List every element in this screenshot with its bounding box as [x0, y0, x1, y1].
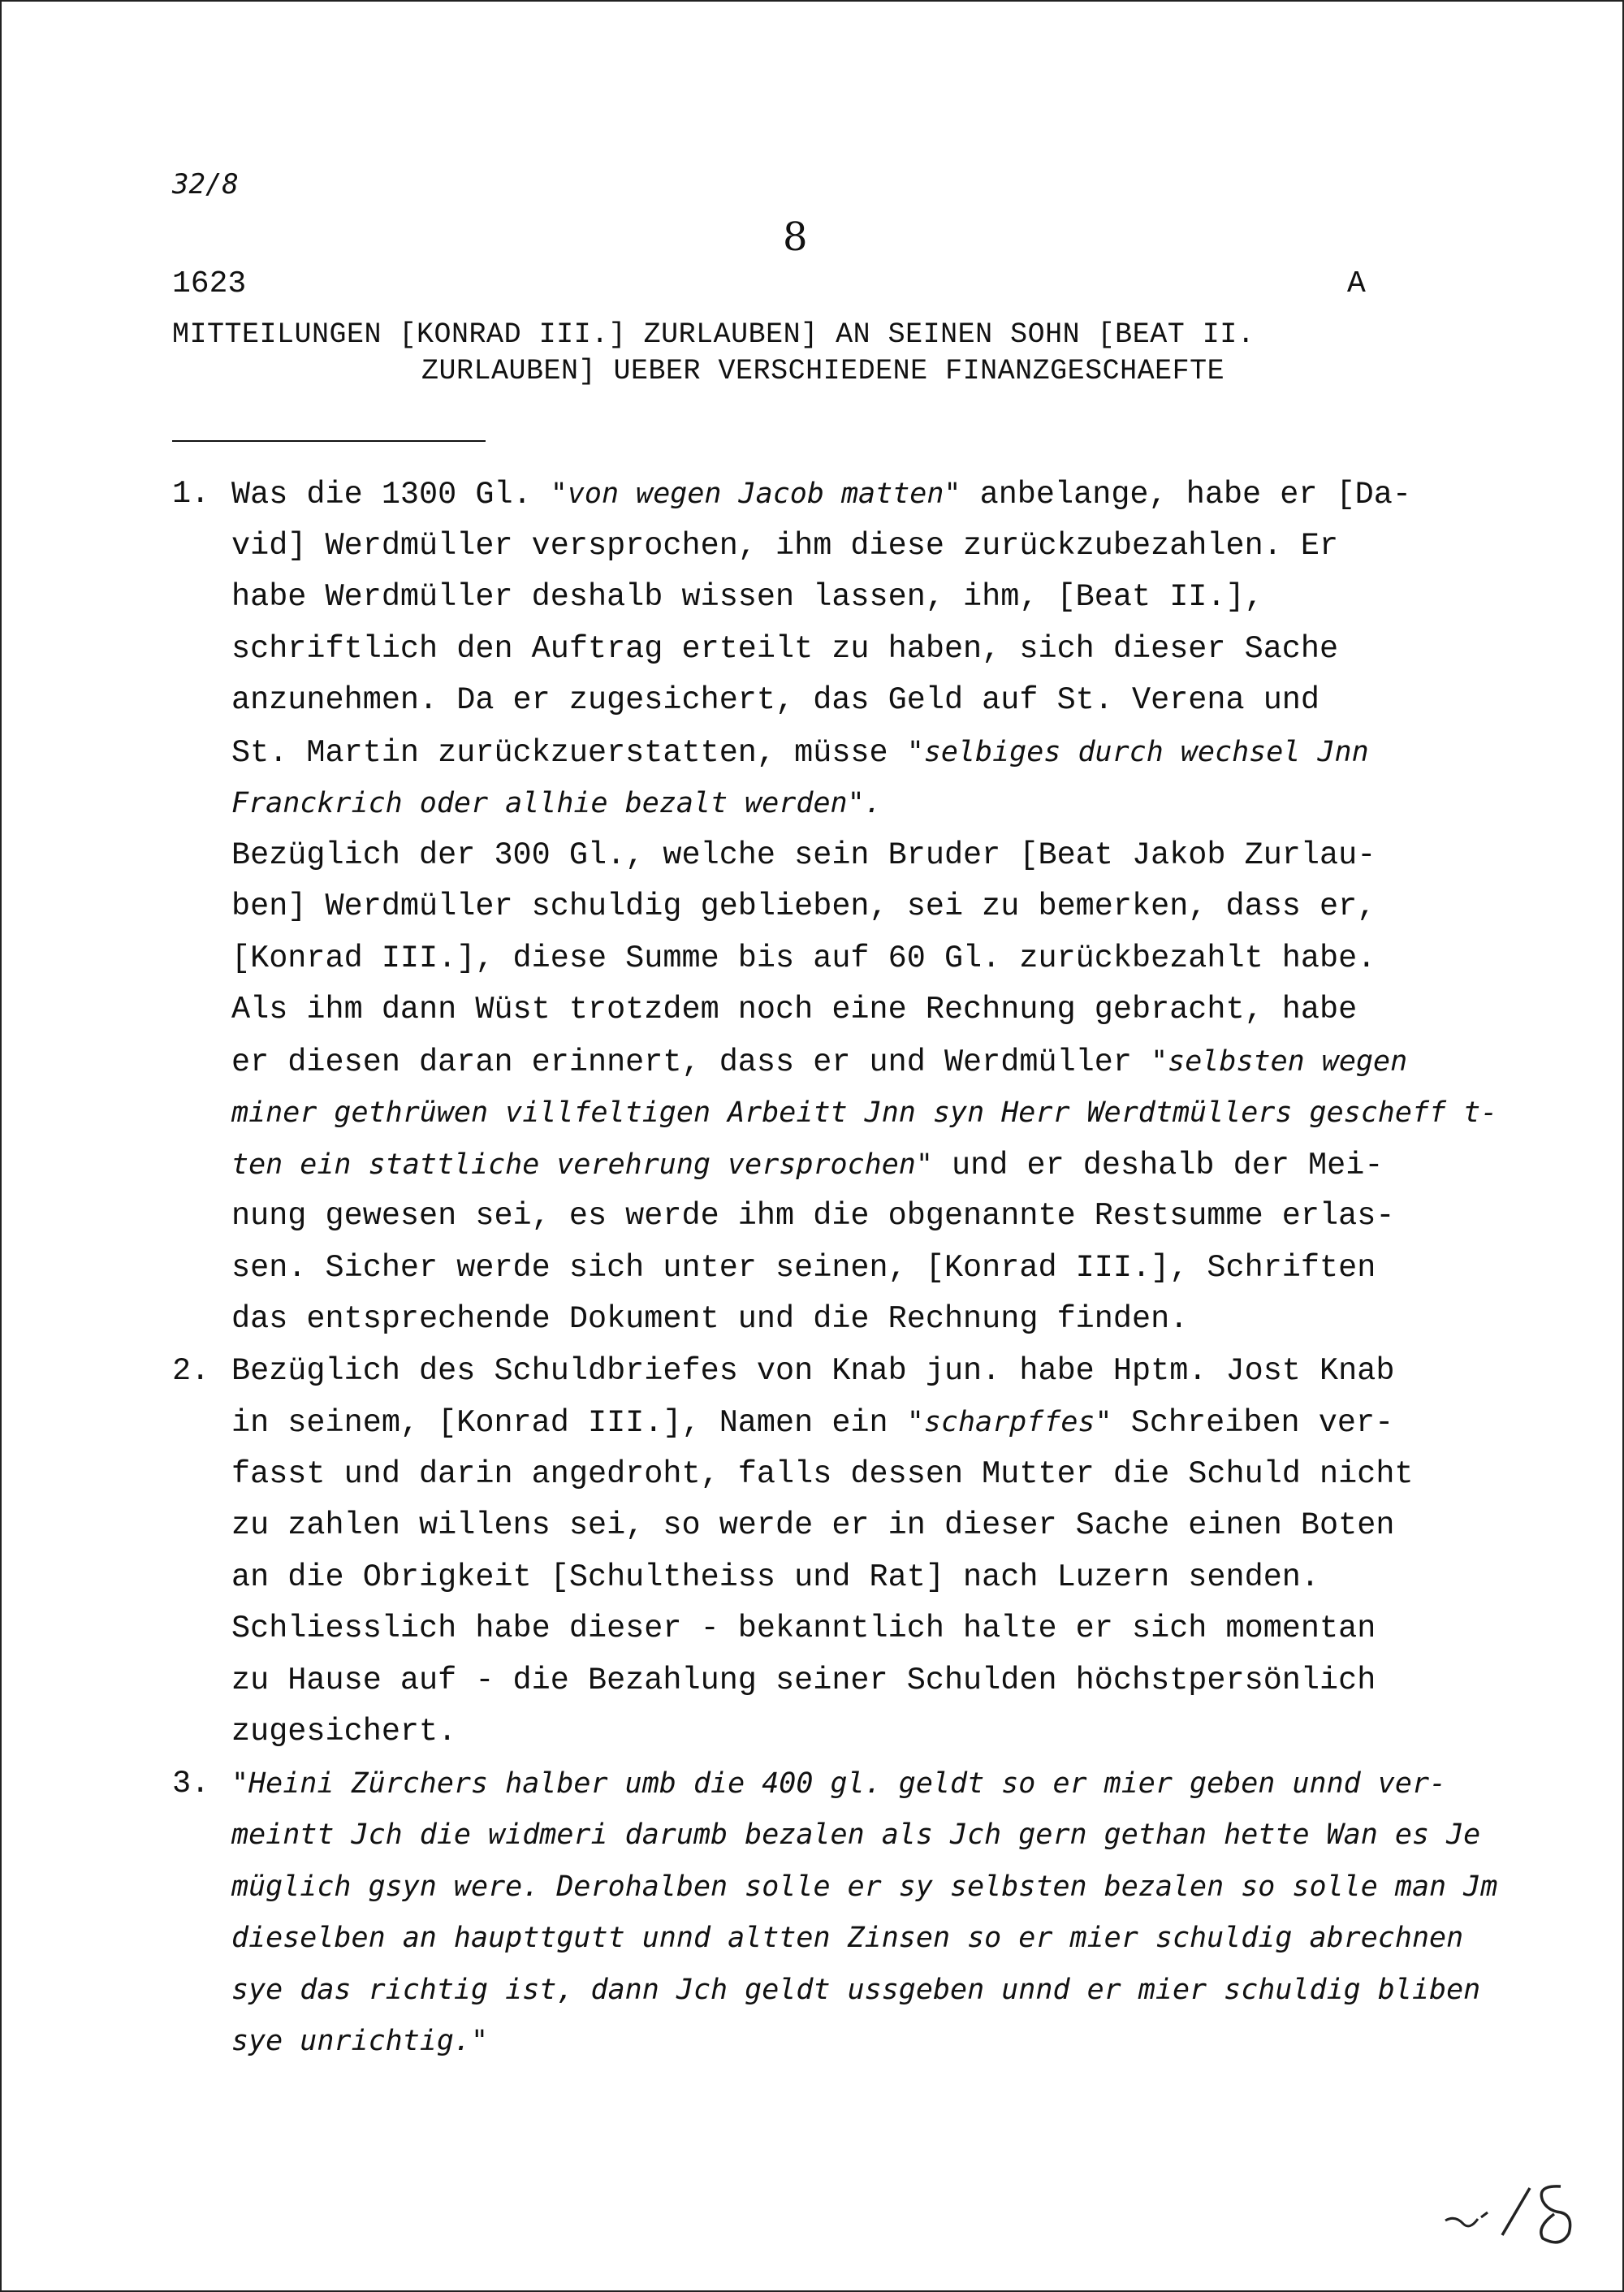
summary-text: fasst und darin angedroht, falls dessen Mutter die Schuld nicht [231, 1455, 1414, 1492]
quoted-source-text: miner gethrüwen villfeltigen Arbeitt Jnn syn Herr Werdtmüllers gescheff t- [231, 1096, 1498, 1129]
summary-text: [Konrad III.], diese Summe bis auf 60 Gl. zurückbezahlt habe. [231, 940, 1376, 976]
quoted-source-text: "selbsten wegen [1151, 1044, 1408, 1078]
text-line [231, 2016, 488, 2068]
text-line [231, 727, 1369, 779]
summary-text: Was die 1300 Gl. [231, 477, 551, 512]
text-line [231, 1449, 1414, 1501]
quoted-source-text: sye unrichtig." [231, 2025, 489, 2057]
text-line [231, 624, 1338, 676]
quoted-source-text: "von wegen Jacob matten" [550, 478, 961, 510]
text-line [231, 933, 1376, 985]
summary-text: Schreiben ver- [1112, 1405, 1394, 1441]
summary-text: zu zahlen willens sei, so werde er in dieser Sache einen Boten [231, 1507, 1395, 1543]
quoted-source-text: sye das richtig ist, dann Jch geldt ussgeben unnd er mier schuldig bliben [231, 1973, 1481, 2006]
summary-text: Bezüglich der 300 Gl., welche sein Bruder [Beat Jakob Zurlau- [231, 837, 1376, 873]
summary-text: anbelange, habe er [Da- [961, 477, 1411, 512]
summary-text: St. Martin zurückzuerstatten, müsse [231, 734, 907, 771]
text-line [231, 1965, 1480, 2017]
quoted-source-text: müglich gsyn were. Derohalben solle er sy selbsten bezalen so solle man Jm [231, 1870, 1498, 1903]
summary-text: an die Obrigkeit [Schultheiss und Rat] nach Luzern senden. [231, 1559, 1320, 1595]
quoted-source-text: "Heini Zürchers halber umb die 400 gl. geldt so er mier geben unnd ver- [231, 1767, 1447, 1800]
text-line [231, 469, 1411, 521]
summary-text: Bezüglich des Schuldbriefes von Knab jun. habe Hptm. Jost Knab [231, 1352, 1395, 1389]
summary-text: Als ihm dann Wüst trotzdem noch eine Rechnung gebracht, habe [231, 992, 1358, 1027]
handwritten-archive-mark-icon [1439, 2170, 1601, 2260]
quoted-source-text: "scharpffes" [906, 1406, 1112, 1438]
text-line [231, 1294, 1188, 1346]
summary-text: das entsprechende Dokument und die Rechnung finden. [231, 1301, 1189, 1337]
quoted-source-text: ten ein stattliche verehrung versprochen" [231, 1148, 933, 1181]
text-line [231, 1397, 1393, 1449]
text-line [231, 675, 1320, 727]
quoted-source-text: meintt Jch die widmeri darumb bezalen als Jch gern gethan hette Wan es Je [231, 1818, 1481, 1851]
text-line [231, 1758, 1446, 1810]
text-line [231, 521, 1338, 573]
summary-text: in seinem, [Konrad III.], Namen ein [231, 1405, 907, 1441]
text-line [231, 1088, 1497, 1140]
summary-text: er diesen daran erinnert, dass er und Werdmüller [231, 1044, 1151, 1080]
summary-text: Schliesslich habe dieser - bekanntlich halte er sich momentan [231, 1611, 1376, 1646]
text-line [231, 1036, 1407, 1088]
document-letter: A [1347, 266, 1366, 301]
summary-text: habe Werdmüller deshalb wissen lassen, ihm, [Beat II.], [231, 579, 1263, 615]
text-line [231, 881, 1376, 933]
text-line [231, 1913, 1463, 1965]
text-line [231, 572, 1263, 624]
text-line [231, 1603, 1376, 1655]
text-line [231, 778, 882, 830]
text-line [231, 1655, 1376, 1707]
text-line [231, 1243, 1376, 1295]
summary-text: schriftlich den Auftrag erteilt zu haben, sich dieser Sache [231, 630, 1339, 667]
text-line [231, 1552, 1320, 1604]
text-line [231, 1862, 1497, 1914]
reference-number: 32/8 [172, 168, 239, 201]
item-number: 2. [172, 1352, 210, 1389]
text-line [231, 1191, 1394, 1243]
title-line-2: ZURLAUBEN] UEBER VERSCHIEDENE FINANZGESCHAEFTE [421, 355, 1225, 387]
text-line [231, 830, 1376, 882]
item-number: 3. [172, 1765, 210, 1801]
summary-text: anzunehmen. Da er zugesichert, das Geld auf St. Verena und [231, 682, 1320, 718]
text-line [231, 1810, 1480, 1862]
summary-text: sen. Sicher werde sich unter seinen, [Konrad III.], Schriften [231, 1249, 1376, 1286]
summary-text: zu Hause auf - die Bezahlung seiner Schulden höchstpersönlich [231, 1662, 1376, 1698]
summary-text: vid] Werdmüller versprochen, ihm diese zurückzubezahlen. Er [231, 527, 1339, 564]
summary-text: und er deshalb der Mei- [932, 1147, 1384, 1183]
text-line [231, 1140, 1383, 1191]
document-year: 1623 [172, 266, 247, 301]
summary-text: nung gewesen sei, es werde ihm die obgenannte Restsumme erlas- [231, 1198, 1395, 1234]
text-line [231, 1500, 1394, 1552]
summary-text: ben] Werdmüller schuldig geblieben, sei zu bemerken, dass er, [231, 889, 1376, 924]
title-divider [172, 440, 486, 442]
quoted-source-text: dieselben an haupttgutt unnd altten Zinsen so er mier schuldig abrechnen [231, 1922, 1464, 1954]
text-line [231, 1706, 456, 1758]
document-number: 8 [783, 214, 808, 260]
title-line-1: MITTEILUNGEN [KONRAD III.] ZURLAUBEN] AN SEINEN SOHN [BEAT II. [172, 318, 1255, 351]
quoted-source-text: "selbiges durch wechsel Jnn [906, 735, 1369, 768]
item-number: 1. [172, 476, 210, 512]
quoted-source-text: Franckrich oder allhie bezalt werden". [231, 787, 882, 819]
text-line [231, 984, 1357, 1036]
text-line [231, 1346, 1394, 1398]
summary-text: zugesichert. [231, 1714, 457, 1749]
